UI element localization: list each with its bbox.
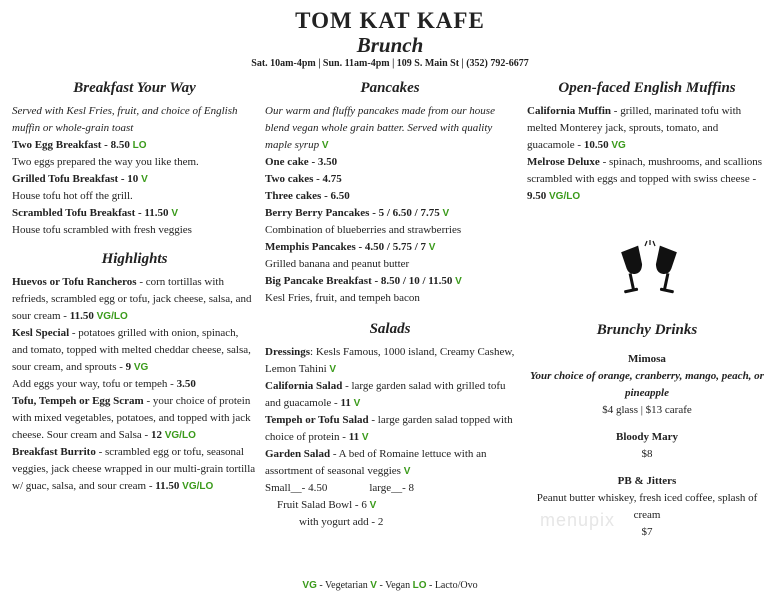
menu-item: Big Pancake Breakfast - 8.50 / 10 / 11.50 V [265,275,462,287]
muffins-heading: Open-faced English Muffins [558,80,736,96]
menu-item: Breakfast Burrito - scrambled egg or tofu, seasonal veggies, jack cheese wrapped in our multi-grain tortilla w/ guac, salsa, and sour cream - 11.50 VG/LO [12,446,256,492]
middle-column [265,80,515,531]
menu-item: Garden Salad - A bed of Romaine lettuce with an assortment of seasonal veggies V [265,448,487,477]
menu-item: Add eggs your way, tofu or tempeh - 3.50 [12,378,196,390]
dietary-legend: VG - Vegetarian V - Vegan LO - Lacto/Ovo [302,580,478,591]
highlights-heading: Highlights [101,251,168,267]
breakfast-intro: Served with Kesl Fries, fruit, and choice of English muffin or whole-grain toast [12,105,238,134]
breakfast-heading: Breakfast Your Way [73,80,196,96]
item-desc: Grilled banana and peanut butter [265,258,410,270]
watermark: menupix [540,510,616,530]
menu-item: Scrambled Tofu Breakfast - 11.50 V [12,207,178,219]
item-desc: House tofu hot off the grill. [12,190,133,202]
pancake-size: Three cakes - 6.50 [265,190,350,202]
page-subtitle: Brunch [356,33,424,57]
pancake-size: One cake - 3.50 [265,156,338,168]
yogurt-addon: with yogurt add - 2 [299,516,384,528]
menu-item: Memphis Pancakes - 4.50 / 5.75 / 7 V [265,241,436,253]
fruit-salad: Fruit Salad Bowl - 6 V [277,499,377,511]
item-desc: Combination of blueberries and strawberries [265,224,462,236]
menu-item: Melrose Deluxe - spinach, mushrooms, and scallions scrambled with eggs and topped with swiss cheese - 9.50 VG/LO [527,156,763,202]
dressings: Dressings: Kesls Famous, 1000 island, Creamy Cashew, Lemon Tahini V [265,346,515,375]
drink-item: Bloody Mary $8 [615,431,679,460]
drinks-section [527,322,767,541]
pancakes-heading: Pancakes [360,80,420,96]
menu-item: Berry Berry Pancakes - 5 / 6.50 / 7.75 V [265,207,450,219]
menu-item: California Muffin - grilled, marinated tofu with melted Monterey jack, sprouts, tomato, and guacamole - 10.50 VG [527,105,742,151]
menu-item: Tofu, Tempeh or Egg Scram - your choice of protein with mixed vegetables, potatoes, and topped with jack cheese. Sour cream and Salsa - 12 VG/LO [12,395,251,441]
menu-item: Huevos or Tofu Rancheros - corn tortillas with refrieds, scrambled egg or tofu, jack cheese, salsa, and sour cream - 11.50 VG/LO [12,276,252,322]
pancake-size: Two cakes - 4.75 [265,173,342,185]
menu-item: California Salad - large garden salad with grilled tofu and guacamole - 11 V [265,380,506,409]
drinks-heading: Brunchy Drinks [596,322,698,338]
hours-address: Sat. 10am-4pm | Sun. 11am-4pm | 109 S. Main St | (352) 792-6677 [251,58,529,69]
menu-item: Grilled Tofu Breakfast - 10 V [12,173,148,185]
pancakes-intro: Our warm and fluffy pancakes made from our house blend vegan whole grain batter. Served with quality maple syrup V [265,105,495,151]
drink-item: Mimosa Your choice of orange, cranberry, mango, peach, or pineapple $4 glass | $13 carafe [530,353,764,416]
salads-heading: Salads [369,321,411,337]
champagne-glasses-icon [615,240,685,300]
left-column [12,80,257,495]
item-desc: House tofu scrambled with fresh veggies [12,224,192,236]
page-title: TOM KAT KAFE [295,8,485,33]
item-desc: Kesl Fries, fruit, and tempeh bacon [265,292,420,304]
right-column [527,80,767,205]
menu-item: Two Egg Breakfast - 8.50 LO [12,139,147,151]
item-desc: Two eggs prepared the way you like them. [12,156,199,168]
salad-sizes: Small__- 4.50 large__- 8 [265,482,415,494]
drink-item: PB & Jitters Peanut butter whiskey, fresh iced coffee, splash of cream $7 [536,475,758,538]
menu-item: Tempeh or Tofu Salad - large garden salad topped with choice of protein - 11 V [265,414,513,443]
menu-item: Kesl Special - potatoes grilled with onion, spinach, and tomato, topped with melted cheddar cheese, salsa, sour cream, and sprouts - 9 VG [12,327,251,373]
